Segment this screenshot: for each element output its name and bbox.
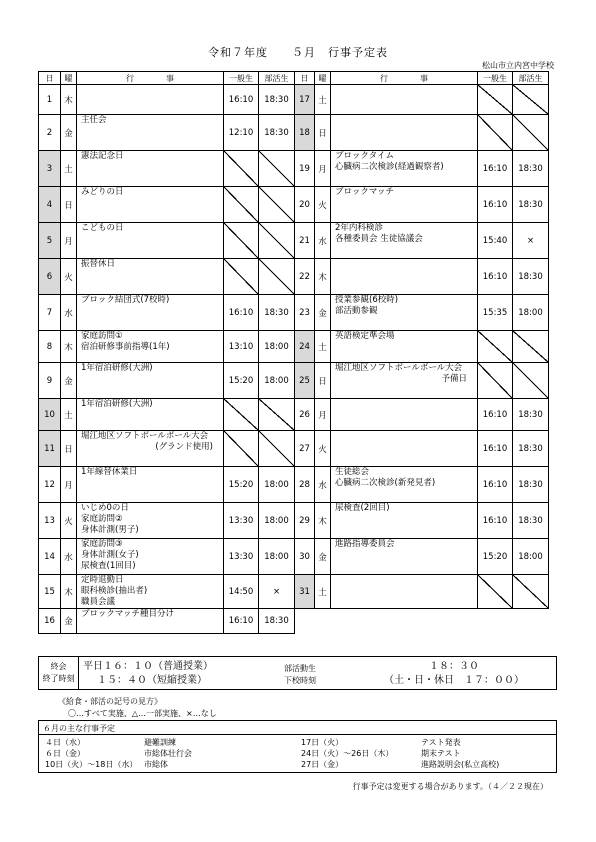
general-time: 16:10: [478, 431, 513, 467]
day-number: 14: [39, 539, 61, 575]
june-title: ６月の主な行事予定: [43, 724, 115, 733]
events-cell: [331, 503, 478, 539]
club-time: 18:00: [259, 331, 295, 363]
day-number: 21: [295, 223, 315, 259]
dismissal-label-1: 終会: [50, 662, 67, 671]
june-item-date: ６日（金）: [45, 749, 85, 758]
club-time: [259, 431, 295, 467]
june-divider: [39, 734, 556, 735]
header-day: 日: [39, 72, 61, 85]
june-item-event: 避難訓練: [144, 738, 176, 747]
day-number: 7: [39, 295, 61, 331]
day-number: 11: [39, 431, 61, 467]
club-time: 18:00: [259, 467, 295, 503]
june-item-date: 17日（火）: [301, 738, 344, 747]
event-item: 尿検査(2回目): [335, 503, 390, 513]
weekday: 水: [315, 223, 331, 259]
header-club: 部活生: [259, 72, 295, 85]
event-item: 尿検査(1回目): [81, 561, 136, 571]
event-item: ブロックタイム: [335, 151, 394, 161]
events-cell: [77, 399, 224, 431]
general-time: [224, 151, 259, 187]
club-time: 18:00: [259, 539, 295, 575]
weekday: 木: [315, 503, 331, 539]
page-title: 令和７年度 ５月 行事予定表: [208, 46, 388, 59]
weekday: 火: [315, 431, 331, 467]
notes-legend: 〇…すべて実施、△…一部実施、×…なし: [68, 709, 217, 718]
weekday: 土: [315, 331, 331, 363]
weekday: 金: [315, 295, 331, 331]
general-time: 13:10: [224, 331, 259, 363]
dismissal-times: [38, 656, 557, 690]
june-item-event: テスト発表: [421, 738, 461, 747]
events-cell: [77, 259, 224, 295]
weekday: 金: [315, 539, 331, 575]
club-time: 18:30: [259, 85, 295, 115]
day-number: 4: [39, 187, 61, 223]
event-item: 1年宿泊研修(大洲): [81, 363, 153, 373]
general-time: 12:10: [224, 115, 259, 151]
general-time: 14:50: [224, 575, 259, 609]
event-item: 心臓病二次検診(経過観察者): [335, 162, 444, 172]
club-time: ×: [513, 223, 549, 259]
weekday: 金: [61, 115, 77, 151]
event-item: ブロック結団式(7校時): [81, 295, 170, 305]
event-item: ブロックマッチ: [335, 187, 394, 197]
event-item: 1年宿泊研修(大洲): [81, 399, 153, 409]
day-number: 25: [295, 363, 315, 399]
weekday: 土: [61, 151, 77, 187]
club-time: 18:30: [513, 467, 549, 503]
events-cell: [77, 187, 224, 223]
event-item: 身体計測(女子): [81, 550, 139, 560]
table-row: [39, 363, 549, 399]
club-time: [513, 331, 549, 363]
general-time: 16:10: [478, 399, 513, 431]
events-cell: [331, 295, 478, 331]
events-cell: [331, 223, 478, 259]
events-cell: [331, 85, 478, 115]
day-number: 27: [295, 431, 315, 467]
day-number: 29: [295, 503, 315, 539]
club-time: 18:30: [259, 295, 295, 331]
event-item: 振替休日: [81, 259, 116, 269]
club-time: ×: [259, 575, 295, 609]
event-item: 各種委員会 生徒協議会: [335, 234, 423, 244]
table-row: [39, 223, 549, 259]
events-cell: [331, 431, 478, 467]
weekday: 水: [61, 539, 77, 575]
event-item: ブロックマッチ種目分け: [81, 609, 174, 619]
weekday: 土: [61, 399, 77, 431]
general-time: [224, 259, 259, 295]
june-events: [38, 720, 557, 773]
june-item-date: ４日（水）: [45, 738, 85, 747]
club-time: [259, 223, 295, 259]
day-number: 2: [39, 115, 61, 151]
day-number: 6: [39, 259, 61, 295]
table-row: [39, 575, 549, 609]
event-item: 家庭訪問②: [81, 514, 123, 524]
day-number: 1: [39, 85, 61, 115]
symbol-notes: [58, 696, 217, 720]
weekday: 火: [61, 259, 77, 295]
general-time: 13:30: [224, 503, 259, 539]
event-item: 予備日: [441, 374, 467, 384]
dismissal-label-2: 終了時刻: [42, 674, 75, 683]
day-number: 16: [39, 609, 61, 634]
events-cell: [77, 467, 224, 503]
club-time: [513, 363, 549, 399]
events-cell: [331, 467, 478, 503]
day-number: 31: [295, 575, 315, 609]
events-cell: [331, 539, 478, 575]
day-number: 13: [39, 503, 61, 539]
day-number: 15: [39, 575, 61, 609]
weekday: 日: [61, 431, 77, 467]
table-row: [39, 331, 549, 363]
table-row: [39, 151, 549, 187]
day-number: 8: [39, 331, 61, 363]
general-time: [478, 85, 513, 115]
events-cell: [77, 223, 224, 259]
table-row: [39, 295, 549, 331]
event-item: 職員会議: [81, 597, 116, 607]
day-number: 28: [295, 467, 315, 503]
day-number: 5: [39, 223, 61, 259]
events-cell: [77, 331, 224, 363]
event-item: 生徒総会: [335, 467, 370, 477]
general-time: [224, 223, 259, 259]
event-item: 2年内科検診: [335, 223, 383, 233]
event-item: 堀江地区ソフトボールボール大会: [335, 363, 463, 373]
day-number: 24: [295, 331, 315, 363]
header-general: 一般生: [224, 72, 259, 85]
club-label-2: 下校時刻: [284, 676, 316, 685]
weekday: 水: [61, 295, 77, 331]
club-time: 18:30: [513, 503, 549, 539]
weekday: 月: [61, 467, 77, 503]
table-row: [39, 259, 549, 295]
events-cell: [331, 575, 478, 609]
table-row: [39, 187, 549, 223]
day-number: 22: [295, 259, 315, 295]
footer-note: 行事予定は変更する場合があります。（４／２２現在）: [352, 782, 548, 791]
notes-title: 《給食・部活の記号の見方》: [58, 697, 162, 706]
june-item-event: 期末テスト: [421, 749, 461, 758]
events-cell: [331, 399, 478, 431]
header-weekday: 曜: [315, 72, 331, 85]
general-time: 16:10: [224, 609, 259, 634]
club-time: 18:00: [513, 539, 549, 575]
general-time: 16:10: [478, 187, 513, 223]
weekday: 土: [315, 85, 331, 115]
club-times: [369, 660, 539, 688]
day-number: 12: [39, 467, 61, 503]
events-cell: [77, 363, 224, 399]
club-time: 18:30: [513, 187, 549, 223]
event-item: 堀江地区ソフトボールボール大会: [81, 431, 209, 441]
day-number: 23: [295, 295, 315, 331]
table-header: [39, 72, 549, 85]
general-time: 15:20: [224, 363, 259, 399]
club-time: [513, 575, 549, 609]
weekday: 日: [61, 187, 77, 223]
header-club: 部活生: [513, 72, 549, 85]
header-general: 一般生: [478, 72, 513, 85]
events-cell: [331, 259, 478, 295]
weekday: 金: [61, 609, 77, 634]
table-row: [39, 503, 549, 539]
events-cell: [331, 151, 478, 187]
weekday: 月: [315, 399, 331, 431]
general-time: 15:40: [478, 223, 513, 259]
events-cell: [77, 539, 224, 575]
day-number: 26: [295, 399, 315, 431]
general-time: [478, 363, 513, 399]
weekday: 月: [315, 151, 331, 187]
event-item: 心臓病二次検診(新発見者): [335, 478, 436, 488]
day-number: 17: [295, 85, 315, 115]
club-time: [259, 399, 295, 431]
event-item: 主任会: [81, 115, 107, 125]
club-time: 18:00: [259, 503, 295, 539]
table-row: [39, 115, 549, 151]
club-time: [513, 85, 549, 115]
event-item: 授業参観(6校時): [335, 295, 399, 305]
table-row: [39, 85, 549, 115]
event-item: 身体計測(男子): [81, 525, 139, 535]
day-number: 9: [39, 363, 61, 399]
schedule-table: [38, 71, 549, 634]
table-row: [39, 539, 549, 575]
day-number: 18: [295, 115, 315, 151]
general-time: 16:10: [478, 259, 513, 295]
general-time: 15:20: [478, 539, 513, 575]
club-weekday-time: １８：３０: [429, 661, 479, 672]
general-time: 16:10: [224, 295, 259, 331]
club-time: 18:30: [259, 115, 295, 151]
club-label-1: 部活動生: [284, 664, 316, 673]
june-item-event: 市総体壮行会: [144, 749, 192, 758]
event-item: (グランド使用): [155, 442, 213, 452]
dismissal-short: １５：４０（短縮授業）: [97, 675, 207, 686]
empty-cell: [295, 609, 549, 634]
school-name: 松山市立内宮中学校: [482, 61, 554, 70]
club-time: 18:00: [259, 363, 295, 399]
club-time: 18:00: [513, 295, 549, 331]
june-item-date: 10日（火）～18日（水）: [45, 760, 138, 769]
june-item-event: 進路説明会(私立高校): [421, 760, 500, 769]
club-time: 18:30: [513, 399, 549, 431]
club-label: [265, 663, 335, 687]
events-cell: [77, 151, 224, 187]
general-time: [224, 431, 259, 467]
events-cell: [77, 503, 224, 539]
event-item: こどもの日: [81, 223, 124, 233]
june-item-event: 市総体: [144, 760, 168, 769]
event-item: 1年線替休業日: [81, 467, 138, 477]
table-row: [39, 431, 549, 467]
event-item: いじめ0の日: [81, 503, 129, 513]
weekday: 木: [315, 259, 331, 295]
events-cell: [331, 331, 478, 363]
events-cell: [331, 115, 478, 151]
general-time: 13:30: [224, 539, 259, 575]
club-time: 18:30: [513, 259, 549, 295]
general-time: 16:10: [224, 85, 259, 115]
club-time: 18:30: [513, 431, 549, 467]
weekday: 火: [315, 187, 331, 223]
weekday: 木: [61, 85, 77, 115]
weekday: 木: [61, 331, 77, 363]
club-weekend-time: （土・日・休日 １７：００）: [384, 675, 524, 686]
table-row: [39, 467, 549, 503]
events-cell: [77, 115, 224, 151]
general-time: [478, 331, 513, 363]
general-time: 16:10: [478, 503, 513, 539]
general-time: [478, 575, 513, 609]
weekday: 日: [315, 363, 331, 399]
weekday: 木: [61, 575, 77, 609]
events-cell: [77, 85, 224, 115]
event-item: 憲法記念日: [81, 151, 124, 161]
weekday: 火: [61, 503, 77, 539]
dismissal-general: [83, 660, 213, 688]
header-events: 行 事: [77, 72, 224, 85]
day-number: 20: [295, 187, 315, 223]
general-time: 16:10: [478, 151, 513, 187]
event-item: 眼科検診(抽出者): [81, 586, 148, 596]
events-cell: [77, 609, 224, 634]
general-time: [478, 115, 513, 151]
club-time: 18:30: [513, 151, 549, 187]
weekday: 水: [315, 467, 331, 503]
event-item: 家庭訪問③: [81, 539, 123, 549]
club-time: 18:30: [259, 609, 295, 634]
general-time: 15:35: [478, 295, 513, 331]
day-number: 30: [295, 539, 315, 575]
event-item: 宿泊研修事前指導(1年): [81, 342, 170, 352]
table-row: [39, 609, 549, 634]
day-number: 10: [39, 399, 61, 431]
club-time: [513, 115, 549, 151]
event-item: 部活動参観: [335, 306, 378, 316]
header-events: 行 事: [331, 72, 478, 85]
dismissal-label: [39, 657, 79, 689]
club-time: [259, 187, 295, 223]
header-day: 日: [295, 72, 315, 85]
june-item-date: 27日（金）: [301, 760, 344, 769]
table-row: [39, 399, 549, 431]
day-number: 3: [39, 151, 61, 187]
event-item: みどりの日: [81, 187, 124, 197]
general-time: 16:10: [478, 467, 513, 503]
event-item: 定時退勤日: [81, 575, 124, 585]
events-cell: [77, 575, 224, 609]
dismissal-normal: 平日１６：１０（普通授業）: [83, 661, 213, 672]
weekday: 月: [61, 223, 77, 259]
weekday: 金: [61, 363, 77, 399]
events-cell: [331, 363, 478, 399]
events-cell: [77, 295, 224, 331]
event-item: 家庭訪問①: [81, 331, 123, 341]
day-number: 19: [295, 151, 315, 187]
club-time: [259, 151, 295, 187]
general-time: 15:20: [224, 467, 259, 503]
general-time: [224, 187, 259, 223]
event-item: 進路指導委員会: [335, 539, 395, 549]
header-weekday: 曜: [61, 72, 77, 85]
club-time: [259, 259, 295, 295]
events-cell: [331, 187, 478, 223]
events-cell: [77, 431, 224, 467]
weekday: 日: [315, 115, 331, 151]
general-time: [224, 399, 259, 431]
june-item-date: 24日（火）～26日（木）: [301, 749, 394, 758]
weekday: 土: [315, 575, 331, 609]
event-item: 英語検定準会場: [335, 331, 395, 341]
